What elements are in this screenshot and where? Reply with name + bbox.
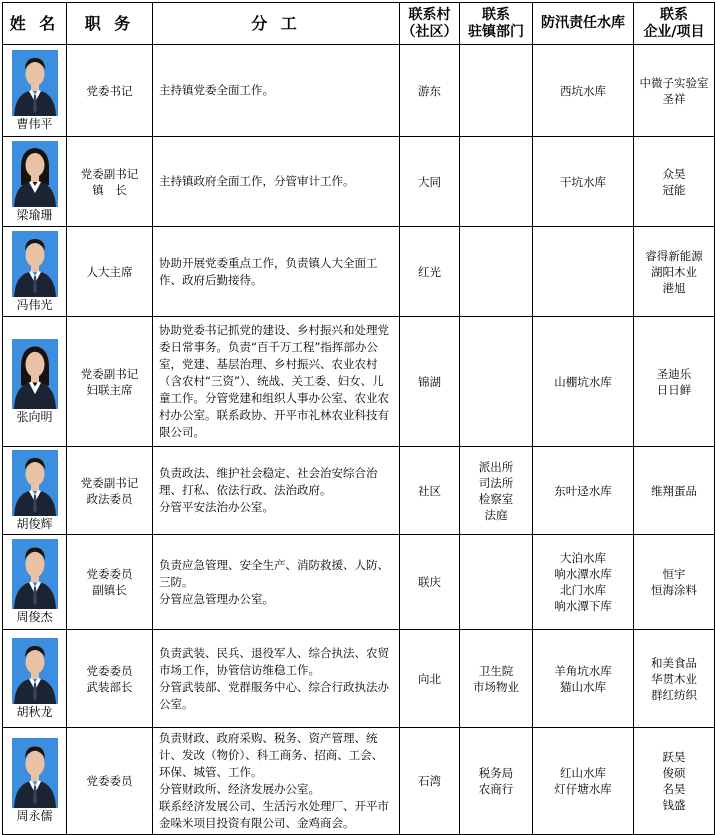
position-cell: 党委委员 副镇长 (67, 535, 153, 630)
position-cell: 党委副书记 政法委员 (67, 447, 153, 535)
reservoir-cell (533, 227, 634, 317)
enterprise-cell: 跃昊 俊硕 名昊 钱盛 (634, 728, 715, 835)
reservoir-cell: 东叶迳水库 (533, 447, 634, 535)
village-cell: 大同 (400, 137, 460, 227)
duty-cell: 协助党委书记抓党的建设、乡村振兴和处理党委日常事务。负责“百千万工程”指挥部办公室，党建、基层治理、乡村振兴、农业农村（含农村“三资”）、统战、关工委、妇女、儿童工作。分管党建和组织人事办公室、农业农村办公室。联系政协、开平市礼林农业科技有限公司。 (153, 317, 400, 447)
person-photo (12, 638, 58, 704)
person-name: 胡秋龙 (16, 704, 53, 719)
person-cell (3, 45, 67, 137)
duty-cell: 负责应急管理、安全生产、消防救援、人防、三防。 分管应急管理办公室。 (153, 535, 400, 630)
person-name: 曹伟平 (16, 116, 53, 131)
person-photo (12, 141, 58, 207)
table-row (3, 227, 715, 317)
village-cell: 游东 (400, 45, 460, 137)
reservoir-cell: 红山水库 灯仔塘水库 (533, 728, 634, 835)
duty-cell: 主持镇政府全面工作，分管审计工作。 (153, 137, 400, 227)
dept-cell (460, 535, 533, 630)
person-photo (12, 539, 58, 609)
reservoir-cell: 干坑水库 (533, 137, 634, 227)
table-row (3, 728, 715, 835)
position-cell: 党委副书记 妇联主席 (67, 317, 153, 447)
enterprise-cell: 睿得新能源 湖阳木业 港旭 (634, 227, 715, 317)
reservoir-cell: 大泊水库 响水潭水库 北门水库 响水潭下库 (533, 535, 634, 630)
enterprise-cell: 圣迪乐 日日鲜 (634, 317, 715, 447)
dept-cell (460, 137, 533, 227)
header-duty: 分 工 (153, 3, 400, 45)
duty-cell: 负责武装、民兵、退役军人、综合执法、农贸市场工作，协管信访维稳工作。 分管武装部、党群服务中心、综合行政执法办公室。 (153, 630, 400, 728)
reservoir-cell: 山棚坑水库 (533, 317, 634, 447)
person-photo (12, 231, 58, 297)
village-cell: 锦湖 (400, 317, 460, 447)
person-cell (3, 535, 67, 630)
position-cell: 党委书记 (67, 45, 153, 137)
person-cell (3, 137, 67, 227)
table-row (3, 447, 715, 535)
person-name: 冯伟光 (16, 297, 53, 312)
header-row (3, 3, 715, 45)
position-cell: 党委委员 武装部长 (67, 630, 153, 728)
village-cell: 红光 (400, 227, 460, 317)
village-cell: 向北 (400, 630, 460, 728)
village-cell: 联庆 (400, 535, 460, 630)
table-row (3, 535, 715, 630)
duty-cell: 负责政法、维护社会稳定、社会治安综合治理、打私、依法行政、法治政府。 分管平安法治办公室。 (153, 447, 400, 535)
header-reservoir: 防汛责任水库 (533, 3, 634, 45)
person-name: 梁瑜珊 (16, 207, 53, 222)
person-name: 周永儒 (16, 809, 53, 823)
header-dept: 联系 驻镇部门 (460, 3, 533, 45)
header-enterprise: 联系 企业/项目 (634, 3, 715, 45)
dept-cell: 卫生院 市场物业 (460, 630, 533, 728)
header-name: 姓 名 (3, 3, 67, 45)
person-photo (12, 738, 58, 808)
enterprise-cell: 恒宇 恒海涂料 (634, 535, 715, 630)
enterprise-cell: 中微子实验室 圣祥 (634, 45, 715, 137)
table-row (3, 317, 715, 447)
person-cell (3, 317, 67, 447)
village-cell: 社区 (400, 447, 460, 535)
village-cell: 石湾 (400, 728, 460, 835)
dept-cell: 派出所 司法所 检察室 法庭 (460, 447, 533, 535)
enterprise-cell: 众昊 冠能 (634, 137, 715, 227)
table-row (3, 137, 715, 227)
person-cell (3, 728, 67, 835)
person-name: 周俊杰 (16, 610, 53, 624)
dept-cell (460, 45, 533, 137)
table-row (3, 630, 715, 728)
duty-cell: 主持镇党委全面工作。 (153, 45, 400, 137)
position-cell: 党委副书记 镇 长 (67, 137, 153, 227)
leadership-duty-table (2, 2, 715, 835)
person-photo (12, 450, 58, 516)
header-village: 联系村 （社区） (400, 3, 460, 45)
person-name: 胡俊辉 (16, 516, 53, 531)
table-row (3, 45, 715, 137)
dept-cell (460, 317, 533, 447)
enterprise-cell: 维翔蛋品 (634, 447, 715, 535)
duty-cell: 负责财政、政府采购、税务、资产管理、统计、发改（物价）、科工商务、招商、工会、环保、城管、工作。 分管财政所、经济发展办公室。 联系经济发展公司、生活污水处理厂、开平市金哚米项目投资有限公司、金鸡商会。 (153, 728, 400, 835)
person-cell (3, 447, 67, 535)
person-name: 张向明 (16, 409, 53, 424)
person-cell (3, 630, 67, 728)
person-photo (12, 339, 58, 409)
person-cell (3, 227, 67, 317)
enterprise-cell: 和美食品 华贯木业 群红纺织 (634, 630, 715, 728)
dept-cell (460, 227, 533, 317)
reservoir-cell: 羊角坑水库 猫山水库 (533, 630, 634, 728)
header-position: 职 务 (67, 3, 153, 45)
duty-cell: 协助开展党委重点工作，负责镇人大全面工作、政府后勤接待。 (153, 227, 400, 317)
position-cell: 人大主席 (67, 227, 153, 317)
reservoir-cell: 西坑水库 (533, 45, 634, 137)
person-photo (12, 50, 58, 116)
position-cell: 党委委员 (67, 728, 153, 835)
dept-cell: 税务局 农商行 (460, 728, 533, 835)
